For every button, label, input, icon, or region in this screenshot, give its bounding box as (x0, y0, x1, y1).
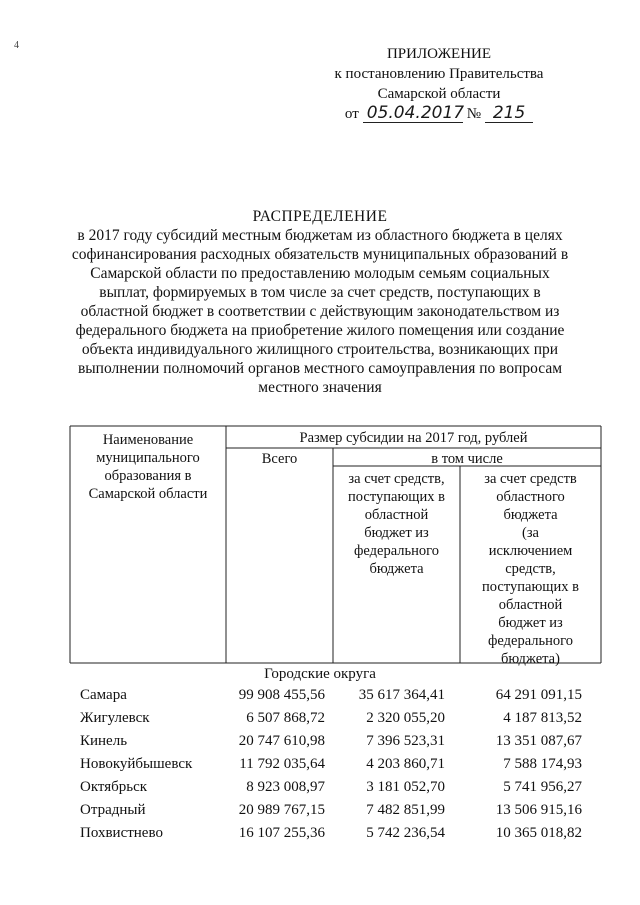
subtitle-line: софинансирования расходных обязательств муниципальных образований в (71, 246, 569, 263)
row-name: Кинель (80, 733, 128, 749)
row-regional: 7 588 174,93 (503, 756, 582, 772)
table-row (70, 756, 590, 776)
row-name: Новокуйбышевск (80, 756, 193, 772)
row-federal: 2 320 055,20 (366, 710, 445, 726)
row-name: Жигулевск (80, 710, 150, 726)
row-total: 20 747 610,98 (238, 733, 325, 749)
row-total: 11 792 035,64 (239, 756, 325, 772)
table-row (70, 733, 590, 753)
header-regional-line: бюджет из (498, 615, 563, 631)
subtitle-line: федерального бюджета на приобретение жилого помещения или создание (75, 322, 565, 339)
header-name-line: Самарской области (88, 486, 208, 502)
annex-block (304, 44, 574, 124)
row-regional: 64 291 091,15 (495, 687, 582, 703)
number-prefix: № (466, 106, 482, 122)
header-regional-line: за счет средств (484, 471, 577, 487)
document-title (60, 207, 580, 397)
row-federal: 7 482 851,99 (366, 802, 445, 818)
row-total: 8 923 008,97 (246, 779, 325, 795)
header-regional-line: бюджета (503, 507, 558, 523)
row-name: Похвистнево (80, 825, 163, 841)
row-regional: 13 351 087,67 (495, 733, 582, 749)
header-regional-line: бюджета) (501, 651, 560, 667)
row-regional: 10 365 018,82 (495, 825, 582, 841)
subtitle-line: выполнении полномочий органов местного самоуправления по вопросам (77, 360, 563, 377)
header-regional-line: областной (498, 597, 563, 613)
annex-line-2: Самарской области (377, 86, 501, 102)
row-total: 16 107 255,36 (238, 825, 325, 841)
handwritten-date: 05.04.2017 (363, 104, 463, 123)
subtitle-line: в 2017 году субсидий местным бюджетам из областного бюджета в целях (77, 227, 563, 244)
table-row (70, 779, 590, 799)
page-mark: 4 (14, 40, 19, 51)
row-regional: 5 741 956,27 (503, 779, 582, 795)
header-regional-line: средств, (505, 561, 556, 577)
header-federal-line: федерального (354, 543, 439, 559)
header-total-cell: Всего (261, 451, 298, 467)
date-prefix: от (344, 106, 359, 122)
header-regional-line: (за (522, 525, 539, 541)
row-total: 6 507 868,72 (246, 710, 325, 726)
header-name-cell (70, 431, 226, 503)
row-federal: 5 742 236,54 (366, 825, 445, 841)
header-regional-cell (460, 470, 601, 668)
handwritten-number: 215 (485, 104, 533, 123)
subtitle-line: областной бюджет в соответствии с действующим законодательством из (80, 303, 560, 320)
row-name: Отрадный (80, 802, 146, 818)
row-regional: 4 187 813,52 (503, 710, 582, 726)
header-regional-line: поступающих в (482, 579, 579, 595)
header-name-line: образования в (104, 468, 192, 484)
table-row (70, 802, 590, 822)
row-name: Октябрьск (80, 779, 148, 795)
annex-date-line (304, 104, 574, 124)
header-including-cell: в том числе (431, 451, 503, 467)
subtitle-line: местного значения (258, 379, 382, 396)
header-size-cell: Размер субсидии на 2017 год, рублей (299, 430, 528, 446)
annex-line-1: к постановлению Правительства (334, 66, 544, 82)
subtitle-line: объекта индивидуального жилищного строительства, возникающих при (81, 341, 559, 358)
header-regional-line: областного (496, 489, 565, 505)
row-federal: 3 181 052,70 (366, 779, 445, 795)
header-federal-line: поступающих в (348, 489, 445, 505)
header-federal-cell (333, 470, 460, 578)
row-regional: 13 506 915,16 (495, 802, 582, 818)
header-federal-line: бюджет из (364, 525, 429, 541)
header-name-line: Наименование (102, 432, 194, 448)
row-federal: 7 396 523,31 (366, 733, 445, 749)
header-name-line: муниципального (96, 450, 200, 466)
header-federal-line: за счет средств, (348, 471, 445, 487)
row-federal: 35 617 364,41 (358, 687, 445, 703)
header-federal-line: областной (364, 507, 429, 523)
header-regional-line: федерального (488, 633, 573, 649)
title-heading: РАСПРЕДЕЛЕНИЕ (252, 208, 388, 225)
section-urban-districts: Городские округа (264, 666, 376, 682)
subtitle-line: выплат, формируемых в том числе за счет средств, поступающих в (99, 284, 541, 301)
table-row (70, 825, 590, 845)
row-federal: 4 203 860,71 (366, 756, 445, 772)
header-regional-line: исключением (488, 543, 573, 559)
row-name: Самара (80, 687, 127, 703)
table-row (70, 710, 590, 730)
row-total: 99 908 455,56 (238, 687, 325, 703)
subtitle-line: Самарской области по предоставлению молодым семьям социальных (90, 265, 550, 282)
header-federal-line: бюджета (369, 561, 424, 577)
table-row (70, 687, 590, 707)
annex-title: ПРИЛОЖЕНИЕ (386, 46, 492, 62)
row-total: 20 989 767,15 (238, 802, 325, 818)
